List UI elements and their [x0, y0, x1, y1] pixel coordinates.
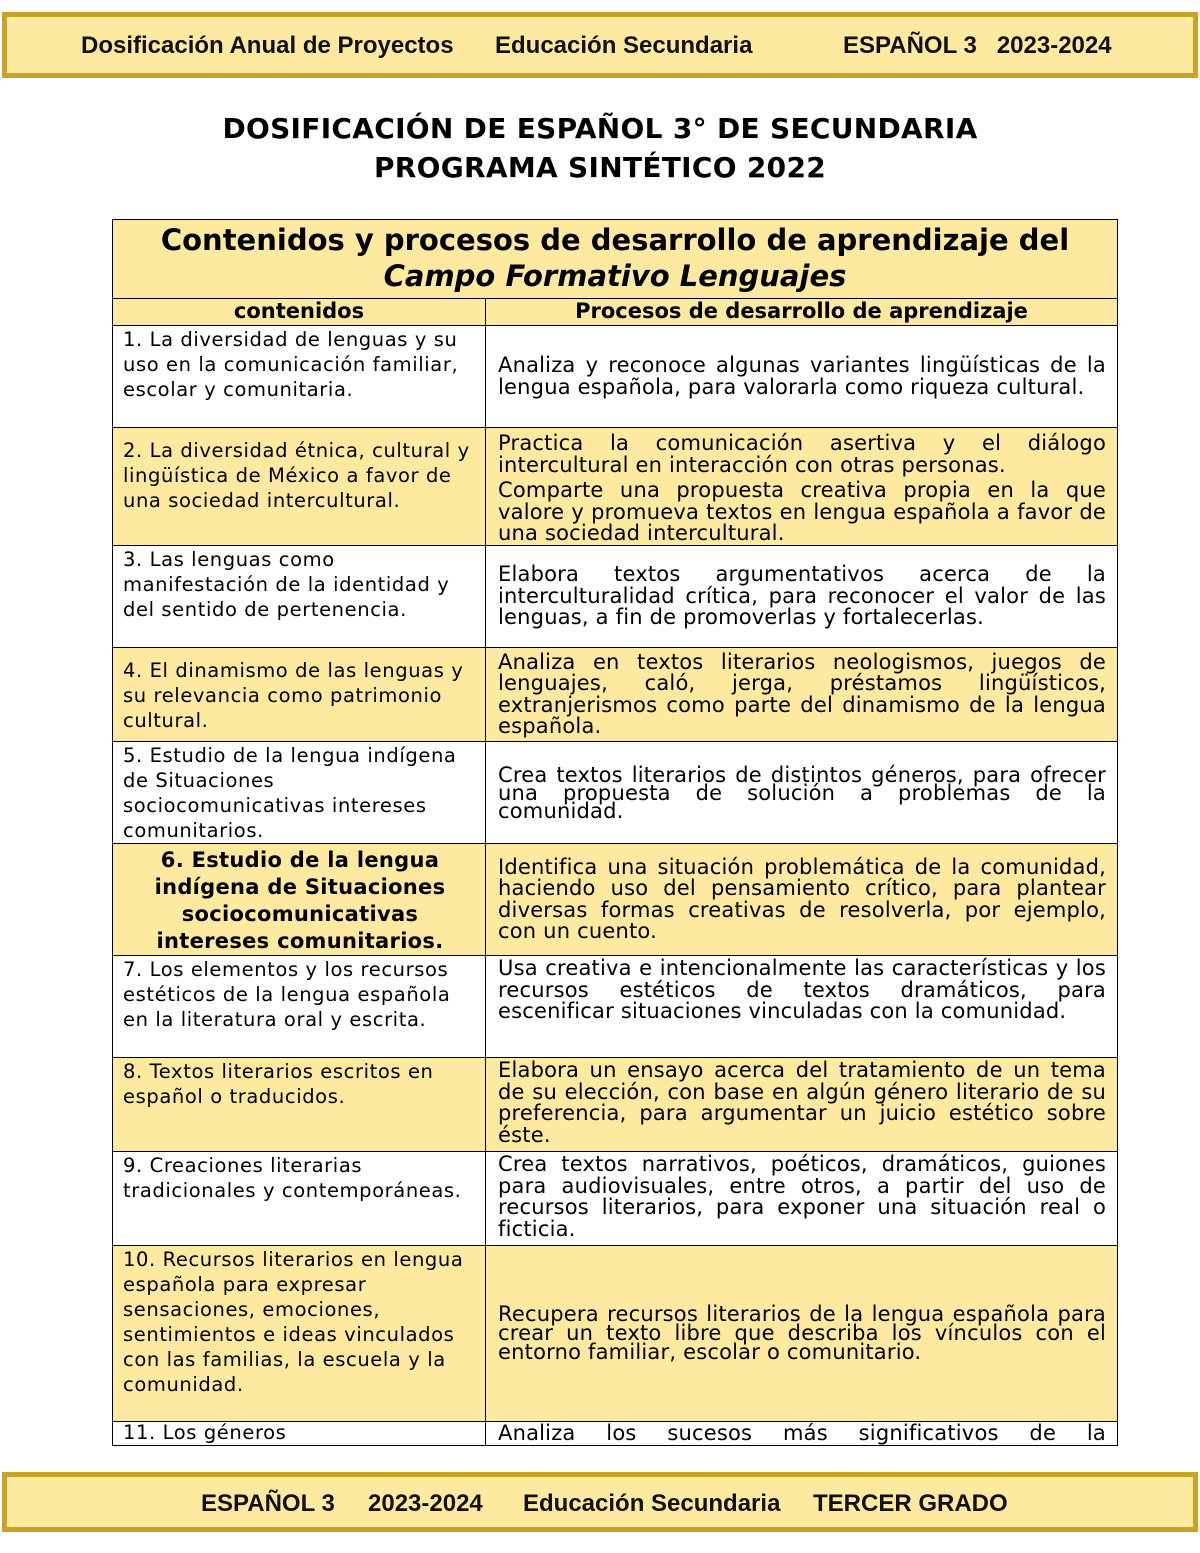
contenido-cell: 2. La diversidad étnica, cultural y lingüística de México a favor de una sociedad intercultural. — [113, 428, 486, 546]
footer-year: 2023-2024 — [368, 1490, 483, 1517]
proceso-text: Elabora textos argumentativos acerca de la interculturalidad crítica, para reconocer el valor de las lenguas, a fin de promoverlas y fortalecerlas. — [498, 562, 1106, 630]
page-title: DOSIFICACIÓN DE ESPAÑOL 3° DE SECUNDARIA — [222, 112, 978, 145]
proceso-text: Elabora un ensayo acerca del tratamiento de un tema de su elección, con base en algún género literario de su preferencia, para argumentar un juicio estético sobre éste. — [498, 1058, 1106, 1147]
footer-subject: ESPAÑOL 3 — [201, 1490, 335, 1517]
table-row — [113, 1422, 1118, 1446]
contents-table — [112, 219, 1118, 1446]
contenido-cell: 11. Los géneros — [113, 1422, 486, 1446]
contenido-cell: 6. Estudio de la lengua indígena de Situaciones sociocomunicativas intereses comunitarios. — [113, 844, 486, 956]
proceso-text: Analiza y reconoce algunas variantes lingüísticas de la lengua española, para valorarla como riqueza cultural. — [498, 353, 1106, 399]
procesos-cell — [486, 546, 1118, 648]
table-caption — [113, 220, 1118, 299]
procesos-cell — [486, 1246, 1118, 1422]
table-row — [113, 546, 1118, 648]
procesos-cell — [486, 428, 1118, 546]
footer-level: Educación Secundaria — [523, 1490, 781, 1517]
column-header-contenidos: contenidos — [113, 299, 486, 326]
contenido-cell: 10. Recursos literarios en lengua española para expresar sensaciones, emociones, sentimientos e ideas vinculados con las familias, la escuela y la comunidad. — [113, 1246, 486, 1422]
contenido-cell: 3. Las lenguas como manifestación de la identidad y del sentido de pertenencia. — [113, 546, 486, 648]
table-row — [113, 326, 1118, 428]
page-subtitle: PROGRAMA SINTÉTICO 2022 — [373, 151, 827, 184]
proceso-text: Identifica una situación problemática de la comunidad, haciendo uso del pensamiento crítico, para plantear diversas formas creativas de resolverla, por ejemplo, con un cuento. — [498, 854, 1106, 943]
proceso-text: Practica la comunicación asertiva y el diálogo intercultural en interacción con otras personas. — [498, 431, 1106, 477]
proceso-text: Crea textos literarios de distintos géneros, para ofrecer una propuesta de solución a problemas de la comunidad. — [498, 762, 1106, 823]
contenido-cell: 4. El dinamismo de las lenguas y su relevancia como patrimonio cultural. — [113, 648, 486, 742]
contenido-cell: 7. Los elementos y los recursos estéticos de la lengua española en la literatura oral y escrita. — [113, 956, 486, 1058]
contenido-cell: 5. Estudio de la lengua indígena de Situaciones sociocomunicativas intereses comunitarios. — [113, 742, 486, 844]
header-banner — [2, 12, 1198, 78]
procesos-cell — [486, 1058, 1118, 1152]
procesos-cell — [486, 956, 1118, 1058]
procesos-cell — [486, 648, 1118, 742]
table-row — [113, 648, 1118, 742]
proceso-text: Analiza los sucesos más significativos de la — [498, 1421, 1106, 1445]
footer-grade: TERCER GRADO — [813, 1490, 1008, 1517]
table-row — [113, 742, 1118, 844]
proceso-text: Crea textos narrativos, poéticos, dramáticos, guiones para audiovisuales, entre otros, a partir del uso de recursos literarios, para exponer una situación real o ficticia. — [498, 1152, 1106, 1241]
header-project-label: Dosificación Anual de Proyectos — [81, 32, 454, 59]
table-row — [113, 428, 1118, 546]
procesos-cell — [486, 1152, 1118, 1246]
table-row — [113, 1152, 1118, 1246]
contenido-cell: 1. La diversidad de lenguas y su uso en la comunicación familiar, escolar y comunitaria. — [113, 326, 486, 428]
table-row — [113, 1246, 1118, 1422]
procesos-cell — [486, 326, 1118, 428]
table-row — [113, 1058, 1118, 1152]
header-level-label: Educación Secundaria — [495, 32, 753, 59]
proceso-text: Comparte una propuesta creativa propia en la que valore y promueva textos en lengua española a favor de una sociedad intercultural. — [498, 478, 1106, 545]
table-caption-line1: Contenidos y procesos de desarrollo de aprendizaje del — [160, 223, 1070, 257]
footer-banner — [2, 1472, 1198, 1532]
table-row — [113, 844, 1118, 956]
contenido-cell: 9. Creaciones literarias tradicionales y contemporáneas. — [113, 1152, 486, 1246]
proceso-text: Analiza en textos literarios neologismos, juegos de lenguajes, caló, jerga, préstamos lingüísticos, extranjerismos como parte del dinamismo de la lengua española. — [498, 649, 1106, 738]
header-subject-year: ESPAÑOL 3 2023-2024 — [843, 32, 1112, 59]
contenido-cell: 8. Textos literarios escritos en español o traducidos. — [113, 1058, 486, 1152]
procesos-cell — [486, 844, 1118, 956]
proceso-text: Recupera recursos literarios de la lengua española para crear un texto libre que describa los vínculos con el entorno familiar, escolar o comunitario. — [498, 1302, 1106, 1364]
procesos-cell — [486, 742, 1118, 844]
table-row — [113, 956, 1118, 1058]
column-header-procesos: Procesos de desarrollo de aprendizaje — [486, 299, 1118, 326]
table-caption-line2: Campo Formativo Lenguajes — [383, 259, 847, 293]
proceso-text: Usa creativa e intencionalmente las características y los recursos estéticos de textos dramáticos, para escenificar situaciones vinculadas con la comunidad. — [498, 956, 1106, 1023]
procesos-cell — [486, 1422, 1118, 1446]
